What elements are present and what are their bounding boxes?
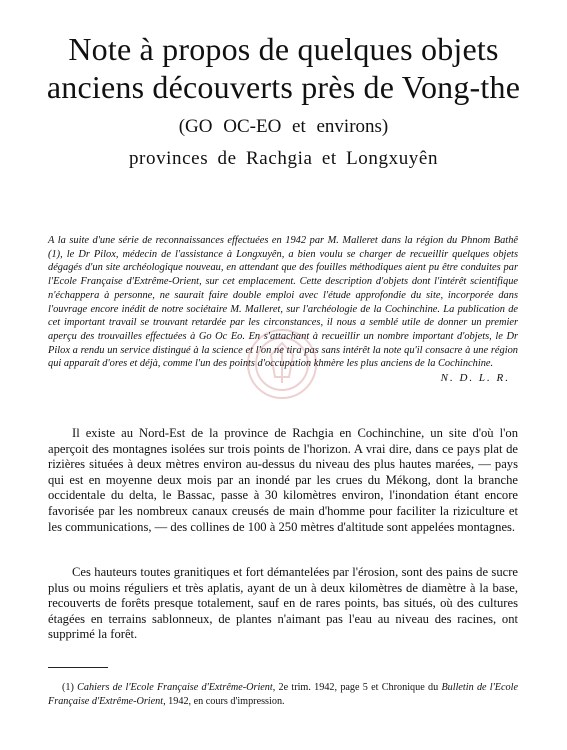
body-paragraph: Il existe au Nord-Est de la province de Rachgia en Cochinchine, un site d'où l'on aperçoit des montagnes isolées sur trois points de l'horizon. A vrai dire, dans ce pays plat de rizières situées à deux mètres environ au-dessus du niveau des plus hautes marées, — pays qui est en moyenne deux mois par an inondé par les crues du Mékong, dont la branche occidentale du delta, le Bassac, passe à 30 kilomètres environ, l'inondation étant encore favorisée par les nombreux canaux creusés de main d'homme pour faciliter la riziculture et les communications, — des collines de 100 à 250 mètres d'altitude sont appelées montagnes. bbox=[48, 426, 518, 534]
footnote-text-2: , 1942, en cours d'impression. bbox=[163, 696, 285, 707]
footnote-citation-1: Cahiers de l'Ecole Française d'Extrême-Orient bbox=[77, 682, 273, 693]
footnote-divider bbox=[48, 667, 108, 668]
article-subtitle: (GO OC-EO et environs) bbox=[178, 116, 389, 137]
footnote-text-1: , 2e trim. 1942, page 5 et Chronique du bbox=[272, 682, 442, 693]
article-provinces: provinces de Rachgia et Longxuyên bbox=[128, 148, 439, 169]
body-paragraph: Ces hauteurs toutes granitiques et fort démantelées par l'érosion, sont des pains de sucre plus ou moins réguliers et très aplatis, ayant de un à deux kilomètres de diamètre à la base, recouverts de forêts presque totalement, sauf en de rares points, bas situés, où des cultures étagées en terrains sablonneux, de plantes n'aimant pas l'eau au niveau des racines, ont supprimé la forêt. bbox=[48, 565, 518, 642]
article-title bbox=[20, 30, 547, 106]
editor-signature: N. D. L. R. bbox=[440, 372, 510, 384]
title-line-1: Note à propos de quelques objets bbox=[68, 31, 499, 67]
footnote-citation-2: Bulletin de l'Ecole Française d'Extrême-Orient bbox=[48, 682, 519, 707]
title-line-2: anciens découverts près de Vong-the bbox=[46, 69, 521, 105]
editor-note: A la suite d'une série de reconnaissances effectuées en 1942 par M. Malleret dans la région du Phnom Bathê (1), le Dr Pilox, médecin de l'assistance à Longxuyên, a bien voulu se charger de recueillir quelques objets dégagés d'un site archéologique nouveau, en attendant que des fouilles méthodiques aient pu être conduites par l'Ecole Française d'Extrême-Orient, sur cet emplacement. Cette description d'objets dont l'intérêt scientifique n'échappera à personne, ne saurait faire double emploi avec l'étude approfondie du site, incorporée dans l'ouvrage encore inédit de notre sociétaire M. Malleret, sur l'archéologie de la Cochinchine. La publication de cet important travail se trouvant retardée par les circonstances, il nous a semblé utile de donner un premier aperçu des trouvailles effectuées à Go Oc Eo. En s'attachant à recueillir un nombre important d'objets, le Dr Pilox a rendu un service distingué à la science et l'on ne tira pas sans intérêt la note qu'il consacre à une région qui apparaît d'ores et déjà, comme l'un des points d'occupation khmère les plus anciens de la Cochinchine. bbox=[48, 235, 518, 370]
footnote bbox=[48, 681, 518, 709]
library-seal-icon bbox=[243, 325, 321, 403]
footnote-marker: (1) bbox=[62, 682, 74, 693]
